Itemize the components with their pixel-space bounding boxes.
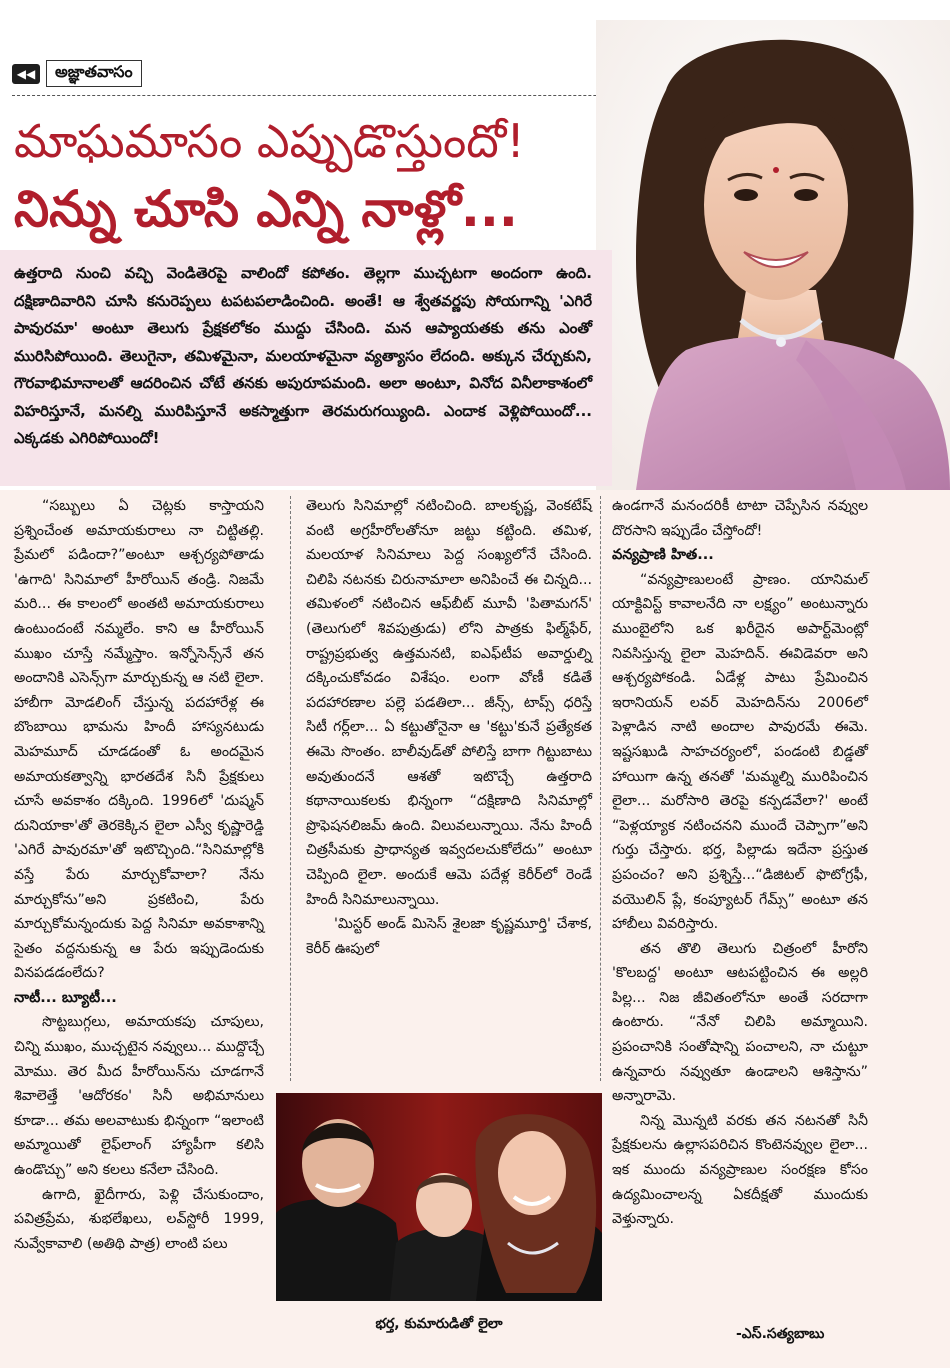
column-2-paragraph-2: 'మిస్టర్ అండ్ మిసెస్ శైలజా కృష్ణమూర్తి' చేశాక, కెరీర్ ఊపులో	[306, 916, 592, 957]
column-1-paragraph-3: ఉగాది, ఖైదీగారు, పెళ్లి చేసుకుందాం, పవిత్రప్రేమ, శుభలేఖలు, లవ్‌స్టోరీ 1999, నువ్వేకావాలి (అతిథి పాత్ర) లాంటి పలు	[14, 1186, 264, 1252]
subheading-wildlife: వన్యప్రాణి హిత...	[612, 547, 714, 564]
double-chevron-left-icon: ◀◀	[12, 64, 40, 84]
column-1-paragraph-1: “సబ్బులు ఏ చెట్లకు కాస్తాయని ప్రశ్నించేంత అమాయకురాలు నా చిట్టితల్లి. ప్రేమలో పడిందా?”అంటూ ఆశ్చర్యపోతాడు 'ఉగాది' సినిమాలో హీరోయిన్ తండ్రి. నిజమే మరి... ఈ కాలంలో అంతటి అమాయకురాలు ఉంటుందంటే నమ్మలేం. కాని ఆ హీరోయిన్ ముఖం చూస్తే నమ్మేస్తాం. ఇన్నోసెన్స్‌నే తన అందానికి ఎసెన్స్‌గా మార్చుకున్న ఆ నటి లైలా. హాబీగా మోడలింగ్ చేస్తున్న పదహారేళ్ల ఈ బొంబాయి భామను హిందీ హాస్యనటుడు మెహమూద్ చూడడంతో ఓ అందమైన అమాయకత్వాన్ని భారతదేశ సినీ ప్రేక్షకులు చూసే అవకాశం దక్కింది. 1996లో 'దుష్మన్ దునియాకా'తో తెరకెక్కిన లైలా ఎస్వీ కృష్ణారెడ్డి 'ఎగిరే పావురమా'తో ఇటొచ్చింది.“సినిమాల్లోకి వస్తే పేరు మార్చుకోవాలా? నేను మార్చుకోను”అని ప్రకటించి, పేరు మార్చుకోమన్నందుకు పెద్ద సినిమా అవకాశాన్ని సైతం వద్దనుకున్న ఆ పేరు ఇప్పుడెందుకు వినపడడంలేదు?	[14, 498, 264, 982]
article-column-1	[14, 494, 264, 1256]
article-column-2	[306, 494, 592, 961]
column-3-paragraph-3: తన తొలి తెలుగు చిత్రంలో హీరోని 'కొలబద్ద' అంటూ ఆటపట్టించిన ఈ అల్లరి పిల్ల... నిజ జీవితంలోనూ అంతే సరదాగా ఉంటారు. “నేనో చిలిపి అమ్మాయిని. ప్రపంచానికి సంతోషాన్ని పంచాలని, నా చుట్టూ ఉన్నవారు నవ్వుతూ ఉండాలని ఆశిస్తాను” అన్నారామె.	[612, 940, 868, 1105]
column-divider-2	[600, 496, 601, 1081]
family-photo	[276, 1093, 602, 1301]
column-1-paragraph-2: సొట్టబుగ్గలు, అమాయకపు చూపులు, చిన్ని ముఖం, ముచ్చటైన నవ్వులు... ముద్దొచ్చే మోము. తెర మీద హీరోయిన్‌ను చూడగానే శివాలెత్తే 'ఆదోరకం' సినీ అభిమానులు కూడా... తమ అలవాటుకు భిన్నంగా “ఇలాంటి అమ్మాయితో లైఫ్‌లాంగ్ హ్యాపీగా కలిసి ఉండొచ్చు” అని కలలు కనేలా చేసింది.	[14, 1014, 264, 1179]
column-3-paragraph-2: “వన్యప్రాణులంటే ప్రాణం. యానిమల్ యాక్టివిస్ట్ కావాలనేది నా లక్ష్యం” అంటున్నారు ముంబైలోని ఒక ఖరీదైన అపార్ట్‌మెంట్లో నివసిస్తున్న లైలా మెహదిన్. ఈవిడెవరా అని ఆశ్చర్యపోకండి. ఏడేళ్ల పాటు ప్రేమించిన ఇరానియన్ లవర్ మెహదిన్‌ను 2006లో పెళ్లాడిన నాటి అందాల పావురమే ఈమె. ఇష్టసఖుడి సాహచర్యంలో, పండంటి బిడ్డతో హాయిగా ఉన్న తనతో 'మమ్మల్ని మురిపించిన లైలా... మరోసారి తెరపై కన్పడవేలా?' అంటే “పెళ్లయ్యాక నటించనని ముందే చెప్పాగా”అని గుర్తు చేస్తారు. భర్త, పిల్లాడు ఇదేనా ప్రస్తుత ప్రపంచం? అని ప్రశ్నిస్తే...“డిజిటల్ ఫొటోగ్రఫీ, వయొలిన్ ప్లే, కంప్యూటర్ గేమ్స్” అంటూ తన హాబీలు వివరిస్తారు.	[612, 571, 868, 933]
section-label: అజ్ఞాతవాసం	[46, 60, 142, 87]
column-2-paragraph-1: తెలుగు సినిమాల్లో నటించింది. బాలకృష్ణ, వెంకటేష్ వంటి అగ్రహీరోలతోనూ జట్టు కట్టింది. తమిళ, మలయాళ సినిమాలు పెద్ద సంఖ్యలోనే చేసింది. చిలిపి నటనకు చిరునామాలా అనిపించే ఈ చిన్నది... తమిళంలో నటించిన ఆఫ్‌బీట్ మూవీ 'పితామగన్' (తెలుగులో శివపుత్రుడు) లోని పాత్రకు ఫిల్మ్‌ఫేర్, రాష్ట్రప్రభుత్వ ఉత్తమనటి, ఐఎఫ్‌టీప అవార్డుల్ని దక్కించుకోవడం విశేషం. లంగా వోణీ కడితే పదహారణాల పల్లె పడతిలా... జీన్స్, టాప్స్ ధరిస్తే సిటీ గర్ల్‌లా... ఏ కట్టుతోనైనా ఆ 'కట్టు'కునే ప్రత్యేకత ఈమె సొంతం. బాలీవుడ్‌తో పోలిస్తే బాగా గిట్టుబాటు అవుతుందనే ఆశతో ఇటొచ్చే ఉత్తరాది కథానాయికలకు భిన్నంగా “దక్షిణాది సినిమాల్లో ప్రొఫెషనలిజమ్ ఉంది. విలువలున్నాయి. నేను హిందీ చిత్రసీమకు ప్రాధాన్యత ఇవ్వదలచుకోలేదు” అంటూ చెప్పింది లైలా. అందుకే ఆమె పదేళ్ల కెరీర్‌లో రెండే హిందీ సినిమాలున్నాయి.	[306, 498, 592, 908]
portrait-photo	[596, 20, 950, 490]
headline-line-1: మాఘమాసం ఎప్పుడొస్తుందో!	[14, 114, 525, 168]
column-3-paragraph-4: నిన్న మొన్నటి వరకు తన నటనతో సినీ ప్రేక్షకులను ఉల్లాసపరిచిన కొంటెనవ్వుల లైలా... ఇక ముందు వన్యప్రాణుల సంరక్షణ కోసం ఉద్యమించాలన్న ఏకదీక్షతో ముందుకు వెళ్తున్నారు.	[612, 1112, 868, 1228]
subheading-naughty-beauty: నాటీ... బ్యూటీ...	[14, 989, 117, 1006]
photo-caption: భర్త, కుమారుడితో లైలా	[375, 1316, 503, 1332]
article-column-3	[612, 494, 868, 1232]
section-tag	[12, 60, 142, 87]
intro-paragraph: ఉత్తరాది నుంచి వచ్చి వెండితెరపై వాలిందో కపోతం. తెల్లగా ముచ్చటగా అందంగా ఉంది. దక్షిణాదివారిని చూసి కనురెప్పలు టపటపలాడించింది. అంతే! ఆ శ్వేతవర్ణపు సోయగాన్ని 'ఎగిరే పావురమా' అంటూ తెలుగు ప్రేక్షకలోకం ముద్దు చేసింది. మన ఆప్యాయతకు తను ఎంతో మురిసిపోయింది. తెలుగైనా, తమిళమైనా, మలయాళమైనా వ్యత్యాసం లేదంది. అక్కున చేర్చుకుని, గౌరవాభిమానాలతో ఆదరించిన చోటే తనకు అపురూపమంది. అలా అంటూ, వినోద వినీలాకాశంలో విహరిస్తూనే, మనల్ని మురిపిస్తూనే అకస్మాత్తుగా తెరమరుగయ్యింది. ఎందాక వెళ్లిపోయిందో... ఎక్కడకు ఎగిరిపోయిందో!	[14, 264, 592, 447]
headline-line-2: నిన్ను చూసి ఎన్ని నాళ్లో...	[14, 180, 518, 238]
column-divider-1	[290, 496, 291, 1081]
column-3-paragraph-1: ఉండగానే మనందరికీ టాటా చెప్పేసిన నవ్వుల దొరసాని ఇప్పుడేం చేస్తోందో!	[612, 498, 868, 539]
author-byline: -ఎస్.సత్యబాబు	[736, 1326, 825, 1342]
